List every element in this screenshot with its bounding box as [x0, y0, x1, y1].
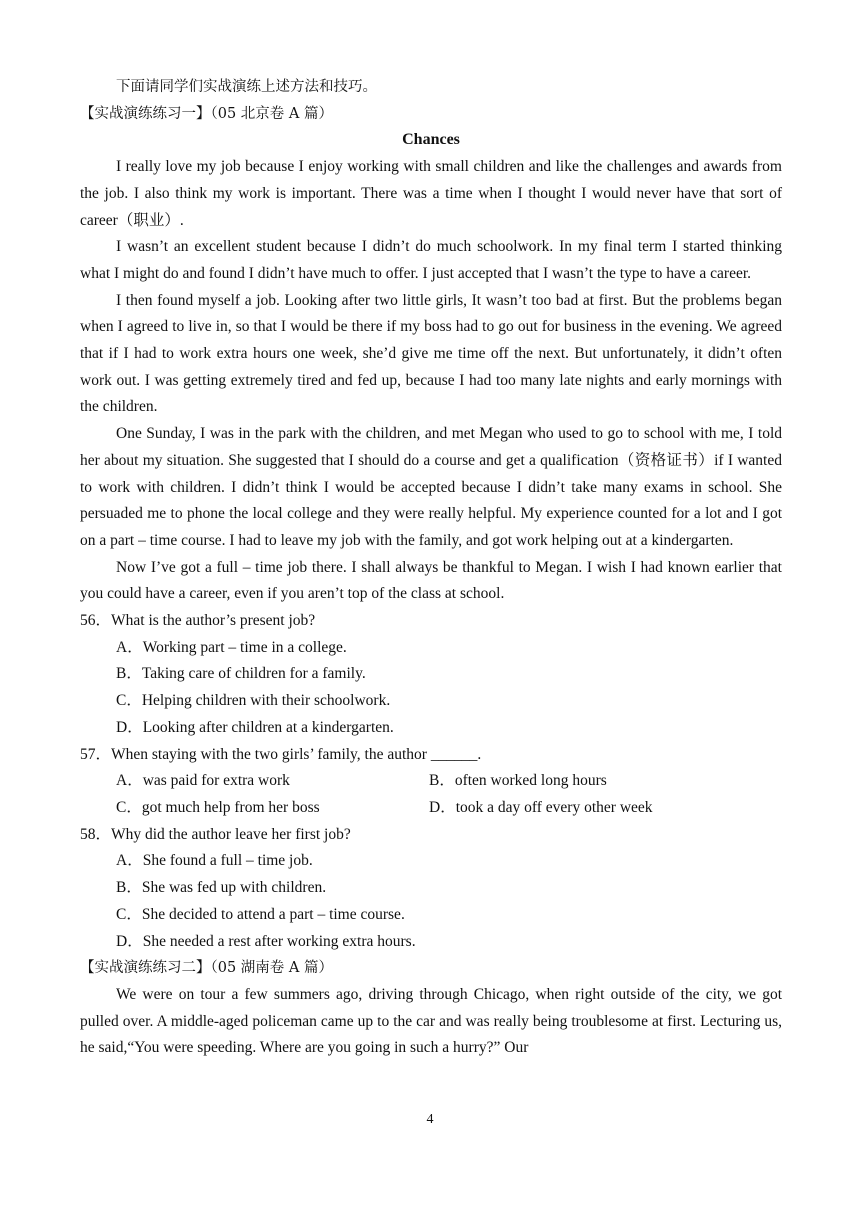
paragraph-1: I really love my job because I enjoy working with small children and like the challenges and awards from the job. I also think my work is important. There was a time when I thought I would never have that sort of career（职业）.: [80, 158, 782, 229]
q57-option-a: A．was paid for extra work: [116, 772, 290, 790]
q56-option-a: A．Working part – time in a college.: [116, 638, 347, 656]
paragraph-2: I wasn’t an excellent student because I didn’t do much schoolwork. In my final term I started thinking what I might do and found I didn’t have much to offer. I just accepted that I wasn’t the type to have a career.: [80, 238, 782, 282]
document-page: [80, 74, 782, 1062]
q57-option-c: C．got much help from her boss: [116, 798, 320, 816]
passage-title: Chances: [402, 131, 460, 149]
q57-options-row-2: [80, 795, 782, 822]
section2-paragraph: We were on tour a few summers ago, driving through Chicago, when right outside of the city, we got pulled over. A middle-aged policeman came up to the car and was really being troublesome at first. Lecturing us, he said,“You were speeding. Where are you going in such a hurry?” Our: [80, 985, 782, 1057]
q56-option-d: D．Looking after children at a kindergarten.: [116, 718, 394, 736]
q56-option-c: C．Helping children with their schoolwork.: [116, 692, 391, 710]
section1-header: 【实战演练练习一】（05 北京卷 A 篇）: [80, 105, 333, 122]
question-57: 57．When staying with the two girls’ family, the author ______.: [80, 745, 482, 763]
q57-option-b: B．often worked long hours: [429, 772, 607, 790]
paragraph-4: One Sunday, I was in the park with the children, and met Megan who used to go to school with me, I told her about my situation. She suggested that I should do a course and get a qualification（资格证书）if I wanted to work with children. I didn’t think I would be accepted because I didn’t take many exams in school. She persuaded me to phone the local college and they were really helpful. My experience counted for a lot and I got on a part – time course. I had to leave my job with the family, and got work helping out at a kindergarten.: [80, 425, 782, 549]
q58-option-a: A．She found a full – time job.: [116, 852, 313, 870]
q58-option-c: C．She decided to attend a part – time course.: [116, 905, 405, 923]
q57-options-row-1: [80, 768, 782, 795]
paragraph-3: I then found myself a job. Looking after two little girls, It wasn’t too bad at first. But the problems began when I agreed to live in, so that I would be there if my boss had to go out for business in the evening. We agreed that if I had to work extra hours one week, she’d give me time off the next. But unfortunately, it didn’t often work out. I was getting extremely tired and fed up, because I had too many late nights and early mornings with the children.: [80, 291, 782, 416]
paragraph-5: Now I’ve got a full – time job there. I shall always be thankful to Megan. I wish I had known earlier that you could have a career, even if you aren’t top of the class at school.: [80, 558, 782, 603]
question-56: 56．What is the author’s present job?: [80, 612, 316, 630]
q58-option-d: D．She needed a rest after working extra hours.: [116, 932, 416, 950]
question-58: 58．Why did the author leave her first job?: [80, 825, 351, 843]
intro-line: 下面请同学们实战演练上述方法和技巧。: [116, 79, 377, 95]
section2-header: 【实战演练练习二】（05 湖南卷 A 篇）: [80, 960, 333, 977]
page-number: 4: [426, 1112, 434, 1127]
q56-option-b: B．Taking care of children for a family.: [116, 665, 366, 683]
q57-option-d: D．took a day off every other week: [429, 798, 653, 816]
q58-option-b: B．She was fed up with children.: [116, 879, 327, 897]
